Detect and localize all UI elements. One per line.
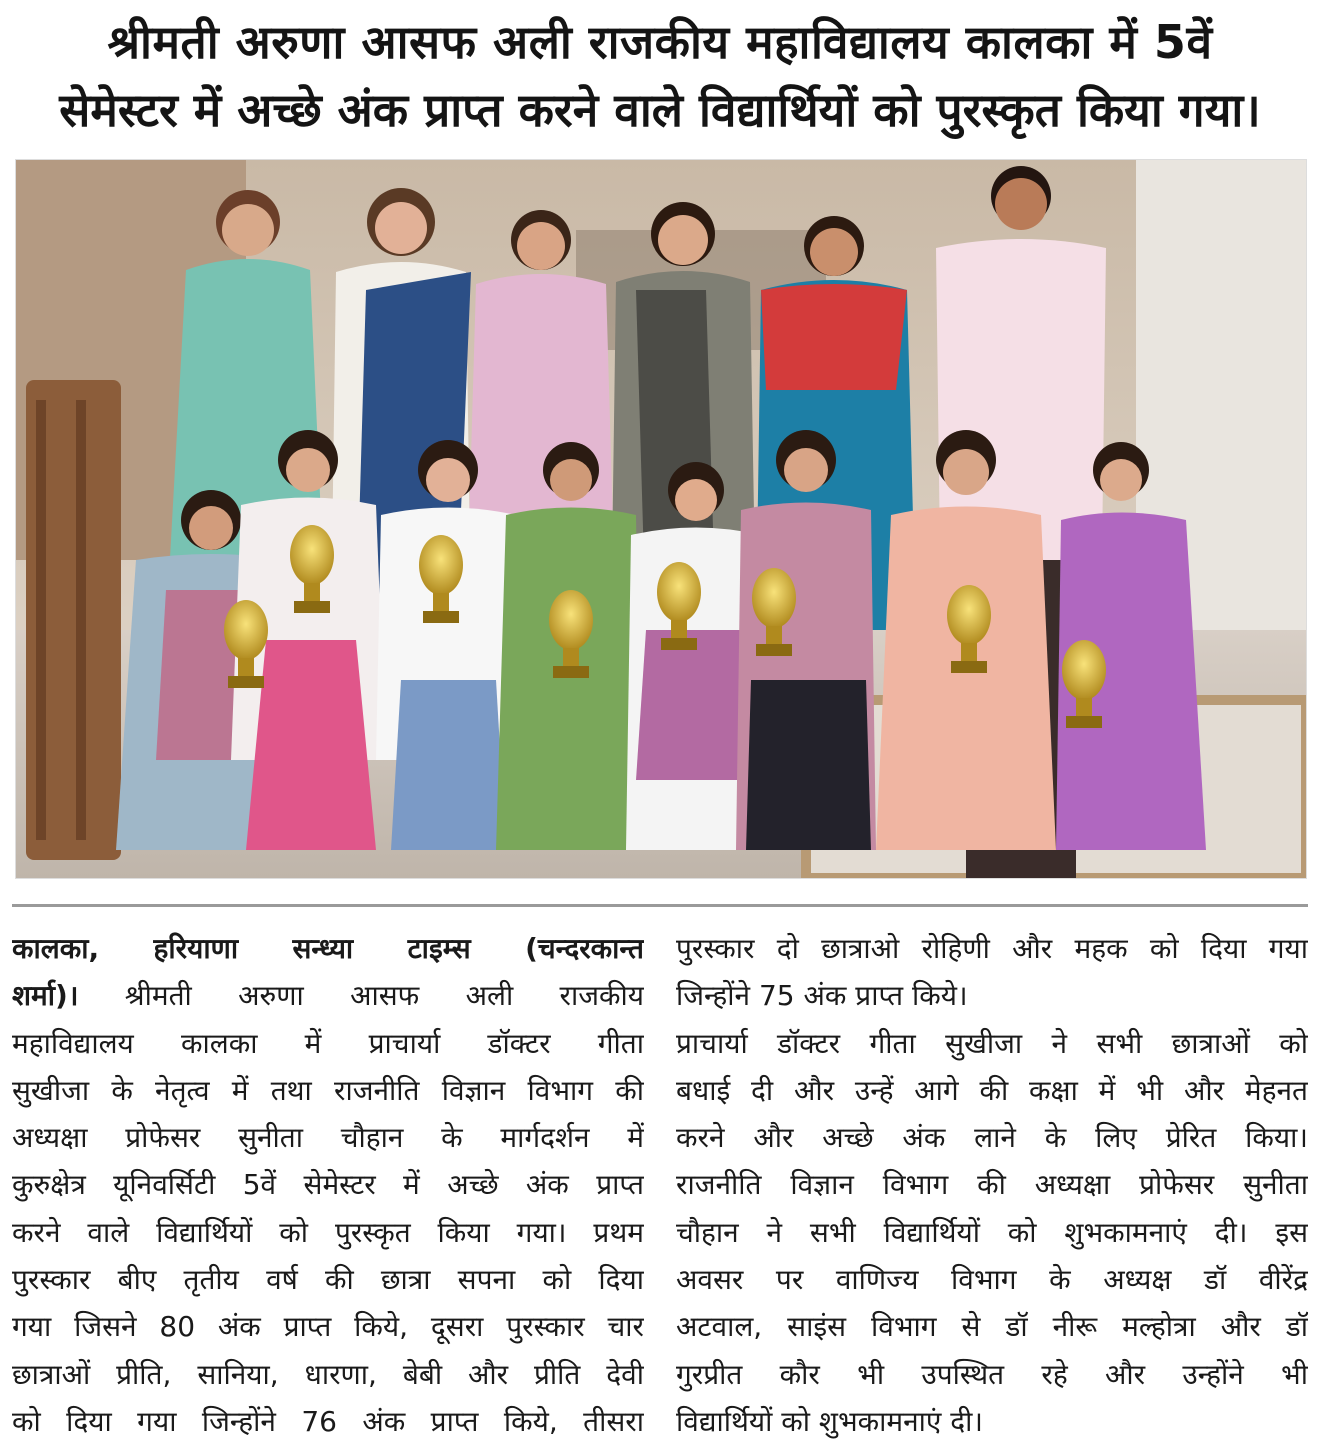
article-line: करने और अच्छे अंक लाने के लिए प्रेरित किया। — [676, 1121, 1308, 1155]
article-line: राजनीति विज्ञान विभाग की अध्यक्षा प्रोफेसर सुनीता — [676, 1168, 1308, 1202]
article-left-column — [12, 925, 644, 1445]
article-line: अटवाल, साइंस विभाग से डॉ नीरू मल्होत्रा और डॉ — [676, 1310, 1308, 1344]
group-photo — [15, 159, 1307, 879]
article-line: अवसर पर वाणिज्य विभाग के अध्यक्ष डॉ वीरेंद्र — [676, 1263, 1308, 1297]
article-line: प्राचार्या डॉक्टर गीता सुखीजा ने सभी छात्राओं को — [676, 1026, 1308, 1060]
section-rule — [12, 904, 1308, 907]
article-right-column — [676, 925, 1308, 1445]
article-line — [12, 925, 644, 972]
article-line: महाविद्यालय कालका में प्राचार्या डॉक्टर गीता — [12, 1026, 644, 1060]
headline-line-1: श्रीमती अरुणा आसफ अली राजकीय महाविद्यालय कालका में 5वें — [107, 15, 1213, 69]
article-line: गया जिसने 80 अंक प्राप्त किये, दूसरा पुरस्कार चार — [12, 1310, 644, 1344]
byline-end: शर्मा)। — [12, 979, 79, 1013]
article-line: अध्यक्षा प्रोफेसर सुनीता चौहान के मार्गदर्शन में — [12, 1121, 644, 1155]
article-line: करने वाले विद्यार्थियों को पुरस्कृत किया गया। प्रथम — [12, 1215, 644, 1249]
article-line: छात्राओं प्रीति, सानिया, धारणा, बेबी और प्रीति देवी — [12, 1357, 644, 1391]
article-line: कुरुक्षेत्र यूनिवर्सिटी 5वें सेमेस्टर में अच्छे अंक प्राप्त — [12, 1168, 644, 1202]
article-line: विद्यार्थियों को शुभकामनाएं दी। — [676, 1404, 984, 1438]
article-line: पुरस्कार बीए तृतीय वर्ष की छात्रा सपना को दिया — [12, 1263, 644, 1297]
article-line: बधाई दी और उन्हें आगे की कक्षा में भी और मेहनत — [676, 1073, 1308, 1107]
article-line: को दिया गया जिन्होंने 76 अंक प्राप्त किये, तीसरा — [12, 1404, 644, 1438]
article-line: शर्मा)। श्रीमती अरुणा आसफ अली राजकीय — [12, 979, 644, 1013]
article-line: पुरस्कार दो छात्राओ रोहिणी और महक को दिया गया — [676, 932, 1308, 965]
article-line: जिन्होंने 75 अंक प्राप्त किये। — [676, 979, 968, 1013]
article-line: गुरप्रीत कौर भी उपस्थित रहे और उन्होंने भी — [676, 1357, 1308, 1391]
article-line: चौहान ने सभी विद्यार्थियों को शुभकामनाएं दी। इस — [676, 1215, 1308, 1249]
headline — [0, 8, 1320, 144]
headline-line-2: सेमेस्टर में अच्छे अंक प्राप्त करने वाले विद्यार्थियों को पुरस्कृत किया गया। — [59, 83, 1261, 137]
article-line: सुखीजा के नेतृत्व में तथा राजनीति विज्ञान विभाग की — [12, 1073, 644, 1107]
group-photo-illustration — [16, 160, 1306, 878]
dateline: कालका, हरियाणा सन्ध्या टाइम्स (चन्दरकान्त — [12, 932, 644, 965]
